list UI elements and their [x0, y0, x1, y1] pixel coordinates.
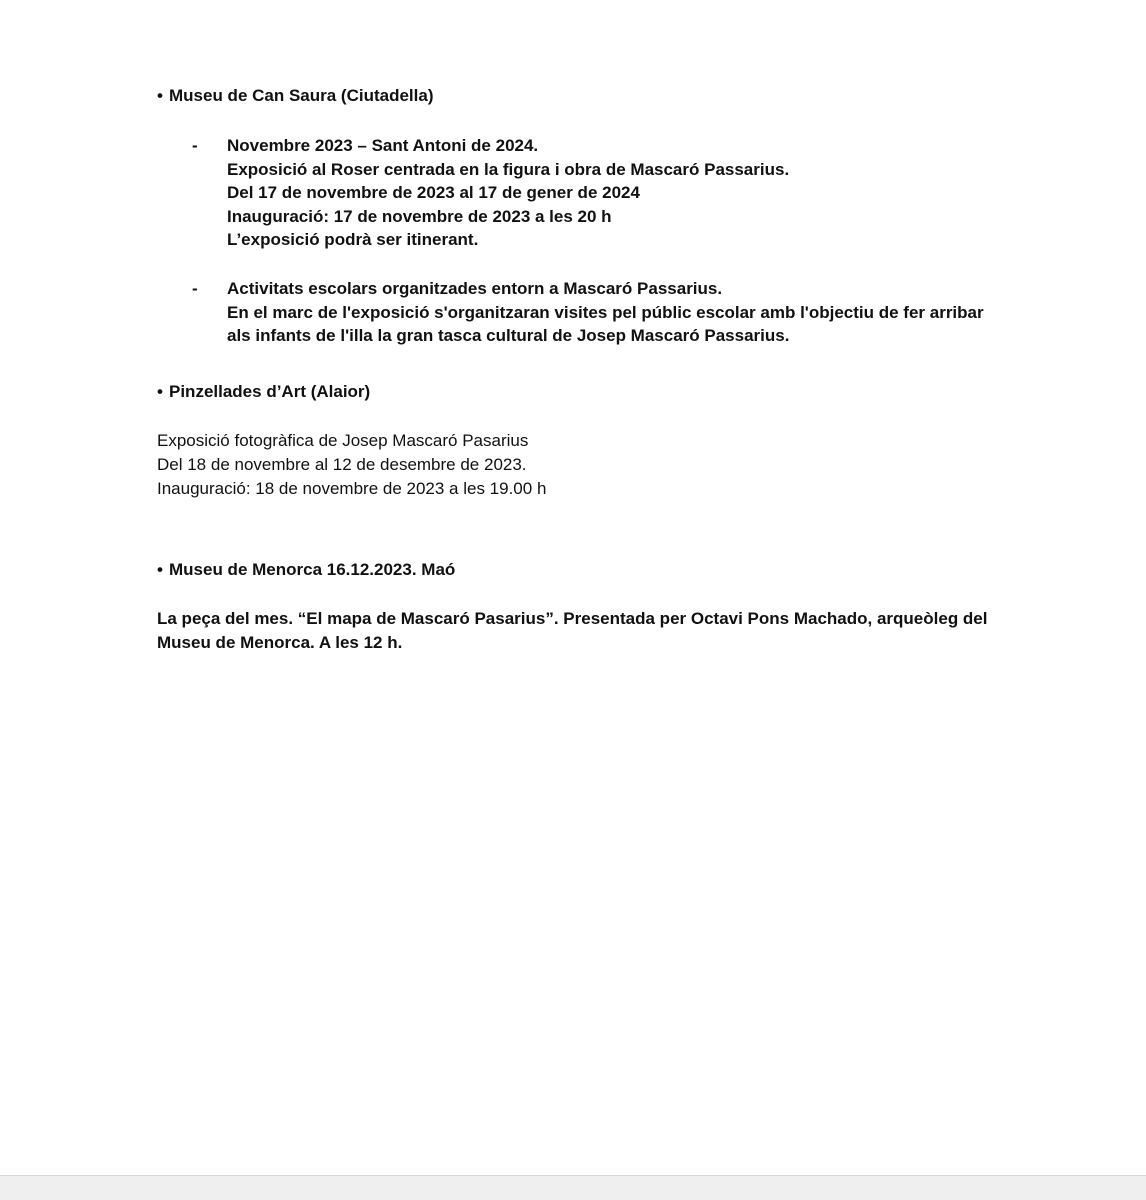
list-dash: - — [192, 279, 198, 298]
section-heading-pinzellades — [157, 380, 370, 404]
bullet-icon: • — [157, 382, 163, 401]
section-heading-museu-menorca — [157, 558, 455, 582]
bullet-icon: • — [157, 86, 163, 105]
list-item-exposicio-roser — [227, 134, 1007, 252]
body-line: Museu de Menorca. A les 12 h. — [157, 633, 403, 652]
list-item-line: Inauguració: 17 de novembre de 2023 a les 20 h — [227, 206, 612, 226]
section-title: Museu de Can Saura (Ciutadella) — [169, 86, 434, 105]
section-body-pinzellades — [157, 429, 1017, 501]
list-item-line: L’exposició podrà ser itinerant. — [227, 230, 479, 249]
section-title: Museu de Menorca 16.12.2023. Maó — [169, 560, 456, 579]
list-item-line: Del 17 de novembre de 2023 al 17 de gener de 2024 — [227, 183, 640, 202]
list-item-activitats-escolars — [227, 277, 1007, 348]
list-item-line: En el marc de l'exposició s'organitzaran visites pel públic escolar amb l'objectiu de fer arribar — [227, 302, 984, 322]
list-item-line: Activitats escolars organitzades entorn a Mascaró Passarius. — [227, 279, 723, 298]
list-item-line: Novembre 2023 – Sant Antoni de 2024. — [227, 136, 539, 155]
section-title: Pinzellades d’Art (Alaior) — [169, 382, 371, 401]
bullet-icon: • — [157, 560, 163, 579]
list-item-line: Exposició al Roser centrada en la figura i obra de Mascaró Passarius. — [227, 159, 790, 179]
section-heading-can-saura — [157, 84, 434, 108]
body-line: Exposició fotogràfica de Josep Mascaró Pasarius — [157, 431, 529, 450]
list-item-line: als infants de l'illa la gran tasca cultural de Josep Mascaró Passarius. — [227, 326, 790, 345]
body-line: Inauguració: 18 de novembre de 2023 a les 19.00 h — [157, 479, 547, 498]
body-line: La peça del mes. “El mapa de Mascaró Pasarius”. Presentada per Octavi Pons Machado, arqueòleg del — [157, 609, 988, 628]
section-body-museu-menorca — [157, 607, 992, 655]
list-dash: - — [192, 136, 198, 155]
body-line: Del 18 de novembre al 12 de desembre de 2023. — [157, 455, 527, 474]
viewer-bottom-bar — [0, 1175, 1146, 1200]
